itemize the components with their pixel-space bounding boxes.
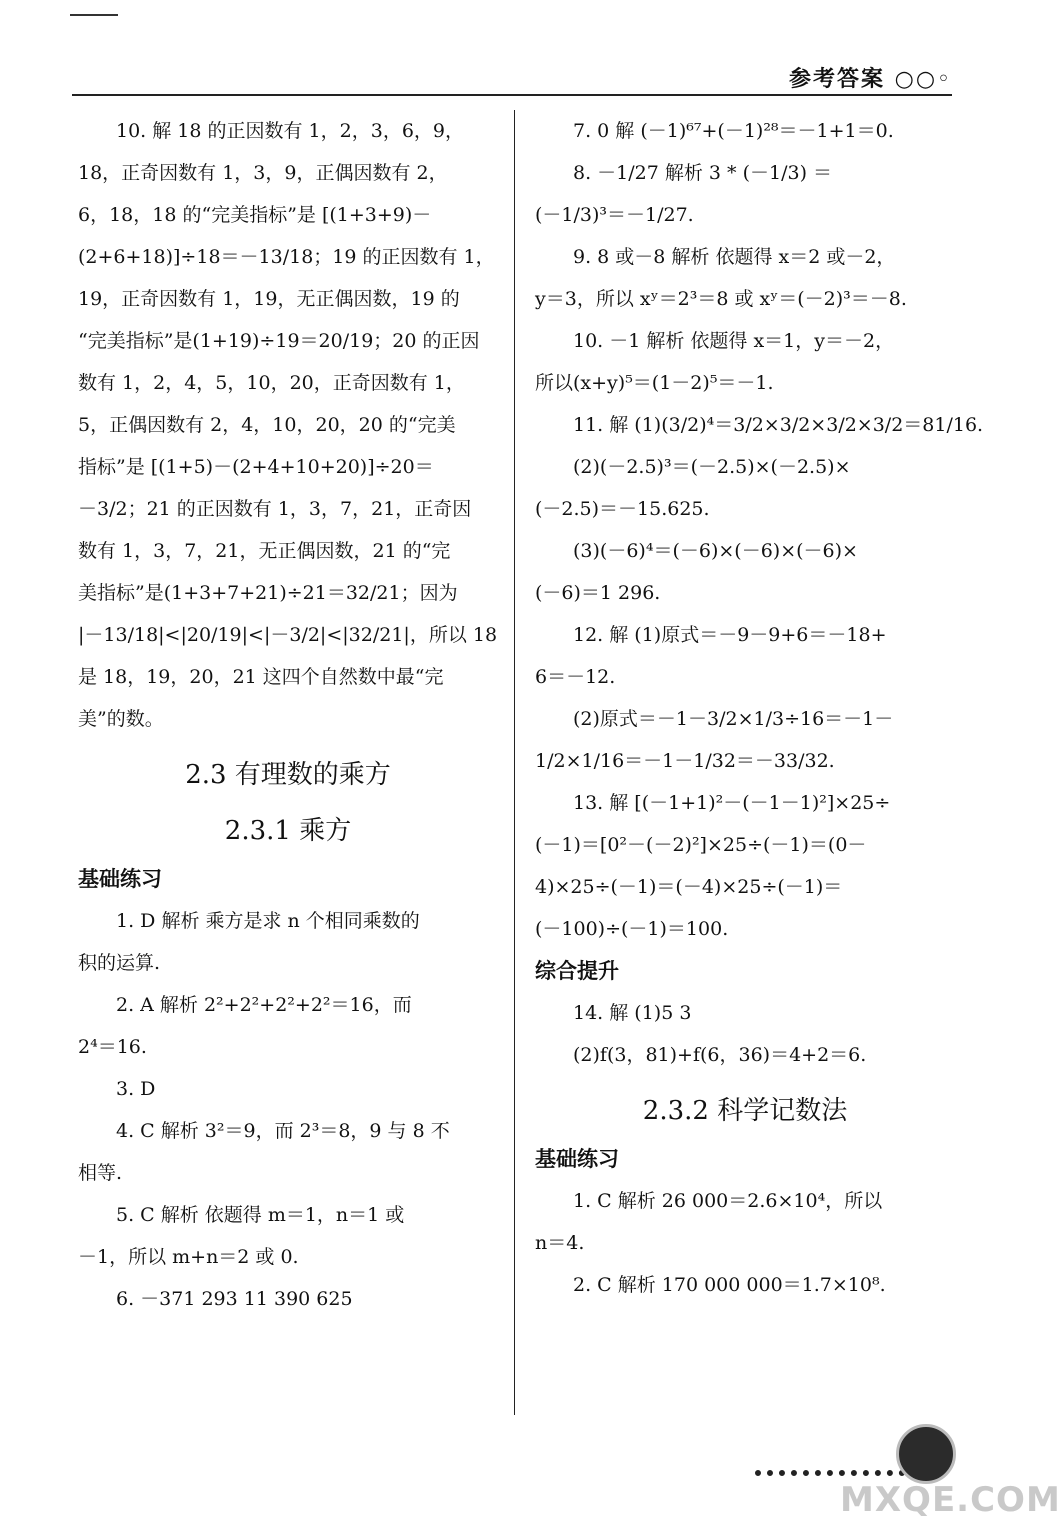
text-line: “完美指标”是(1+19)÷19＝20/19；20 的正因 (78, 330, 480, 352)
text-line: 数有 1，3，7，21，无正偶因数，21 的“完 (78, 540, 451, 562)
text-line: (－2.5)＝－15.625. (535, 498, 710, 520)
practice-heading: 基础练习 (78, 866, 162, 891)
subsection-heading: 2.3.1 乘方 (224, 816, 352, 846)
text-line: 2. C 解析 170 000 000＝1.7×10⁸. (573, 1274, 886, 1296)
text-line: 19，正奇因数有 1，19，无正偶因数，19 的 (78, 288, 460, 310)
text-line: 8. －1/27 解析 3 * (－1/3) ＝ (573, 162, 833, 184)
text-line: 1/2×1/16＝－1－1/32＝－33/32. (535, 750, 835, 772)
text-line: 6，18，18 的“完美指标”是 [(1+3+9)－ (78, 204, 432, 226)
text-line: n＝4. (535, 1232, 585, 1254)
page-header (72, 58, 952, 96)
section-heading: 2.3 有理数的乘方 (185, 760, 391, 790)
text-line: 积的运算. (78, 952, 161, 974)
text-line: |－13/18|<|20/19|<|－3/2|<|32/21|，所以 18 (78, 624, 498, 646)
text-line: 4)×25÷(－1)＝(－4)×25÷(－1)＝ (535, 876, 843, 898)
text-line: 6. －371 293 11 390 625 (116, 1288, 353, 1310)
text-line: 14. 解 (1)5 3 (573, 1002, 692, 1024)
text-line: 10. 解 18 的正因数有 1，2，3，6，9， (116, 120, 464, 142)
text-line: (－1)＝[0²－(－2)²]×25÷(－1)＝(0－ (535, 834, 867, 856)
text-line: 美指标”是(1+3+7+21)÷21＝32/21；因为 (78, 582, 458, 604)
left-column (78, 110, 498, 1320)
text-line: 5，正偶因数有 2，4，10，20，20 的“完美 (78, 414, 456, 436)
practice-heading: 基础练习 (535, 1146, 619, 1171)
text-line: 10. －1 解析 依题得 x＝1，y＝－2， (573, 330, 895, 352)
right-column (535, 110, 984, 1306)
text-line: 数有 1，2，4，5，10，20，正奇因数有 1， (78, 372, 465, 394)
text-line: 13. 解 [(－1+1)²－(－1－1)²]×25÷ (573, 792, 891, 814)
text-line: 所以(x+y)⁵＝(1－2)⁵＝－1. (535, 372, 774, 394)
text-line: 2⁴＝16. (78, 1036, 147, 1058)
text-line: (2)原式＝－1－3/2×1/3÷16＝－1－ (573, 708, 894, 730)
footer-dots (755, 1462, 905, 1476)
text-line: (3)(－6)⁴＝(－6)×(－6)×(－6)× (573, 540, 858, 562)
text-line: 指标”是 [(1+5)－(2+4+10+20)]÷20＝ (78, 456, 434, 478)
text-line: 9. 8 或－8 解析 依题得 x＝2 或－2， (573, 246, 896, 268)
header-title: 参考答案 ○○◦ (788, 66, 952, 92)
text-line: 1. D 解析 乘方是求 n 个相同乘数的 (116, 910, 420, 932)
column-divider (514, 110, 515, 1415)
text-line: －1，所以 m+n＝2 或 0. (78, 1246, 299, 1268)
practice-heading: 综合提升 (535, 958, 619, 983)
text-line: 5. C 解析 依题得 m＝1，n＝1 或 (116, 1204, 405, 1226)
text-line: 6＝－12. (535, 666, 616, 688)
page-badge-icon (896, 1424, 956, 1484)
text-line: (2)f(3，81)+f(6，36)＝4+2＝6. (573, 1044, 867, 1066)
text-line: (－6)＝1 296. (535, 582, 661, 604)
text-line: －3/2；21 的正因数有 1，3，7，21，正奇因 (78, 498, 472, 520)
text-line: 11. 解 (1)(3/2)⁴＝3/2×3/2×3/2×3/2＝81/16. (573, 414, 984, 436)
text-line: 1. C 解析 26 000＝2.6×10⁴，所以 (573, 1190, 883, 1212)
text-line: 3. D (116, 1078, 156, 1100)
subsection-heading: 2.3.2 科学记数法 (642, 1096, 848, 1126)
text-line: 是 18，19，20，21 这四个自然数中最“完 (78, 666, 444, 688)
top-rule (70, 14, 118, 16)
text-line: (2+6+18)]÷18＝－13/18；19 的正因数有 1， (78, 246, 495, 268)
text-line: (2)(－2.5)³＝(－2.5)×(－2.5)× (573, 456, 851, 478)
watermark: MXQE.COM (840, 1480, 1061, 1520)
text-line: 美”的数。 (78, 708, 164, 730)
text-line: 12. 解 (1)原式＝－9－9+6＝－18+ (573, 624, 887, 646)
text-line: y＝3，所以 xʸ＝2³＝8 或 xʸ＝(－2)³＝－8. (535, 288, 907, 310)
text-line: 7. 0 解 (－1)⁶⁷+(－1)²⁸＝－1+1＝0. (573, 120, 894, 142)
text-line: 18，正奇因数有 1，3，9，正偶因数有 2， (78, 162, 448, 184)
text-line: 相等. (78, 1162, 123, 1184)
text-line: 4. C 解析 3²＝9，而 2³＝8，9 与 8 不 (116, 1120, 450, 1142)
text-line: (－100)÷(－1)＝100. (535, 918, 729, 940)
text-line: 2. A 解析 2²+2²+2²+2²＝16，而 (116, 994, 412, 1016)
text-line: (－1/3)³＝－1/27. (535, 204, 694, 226)
